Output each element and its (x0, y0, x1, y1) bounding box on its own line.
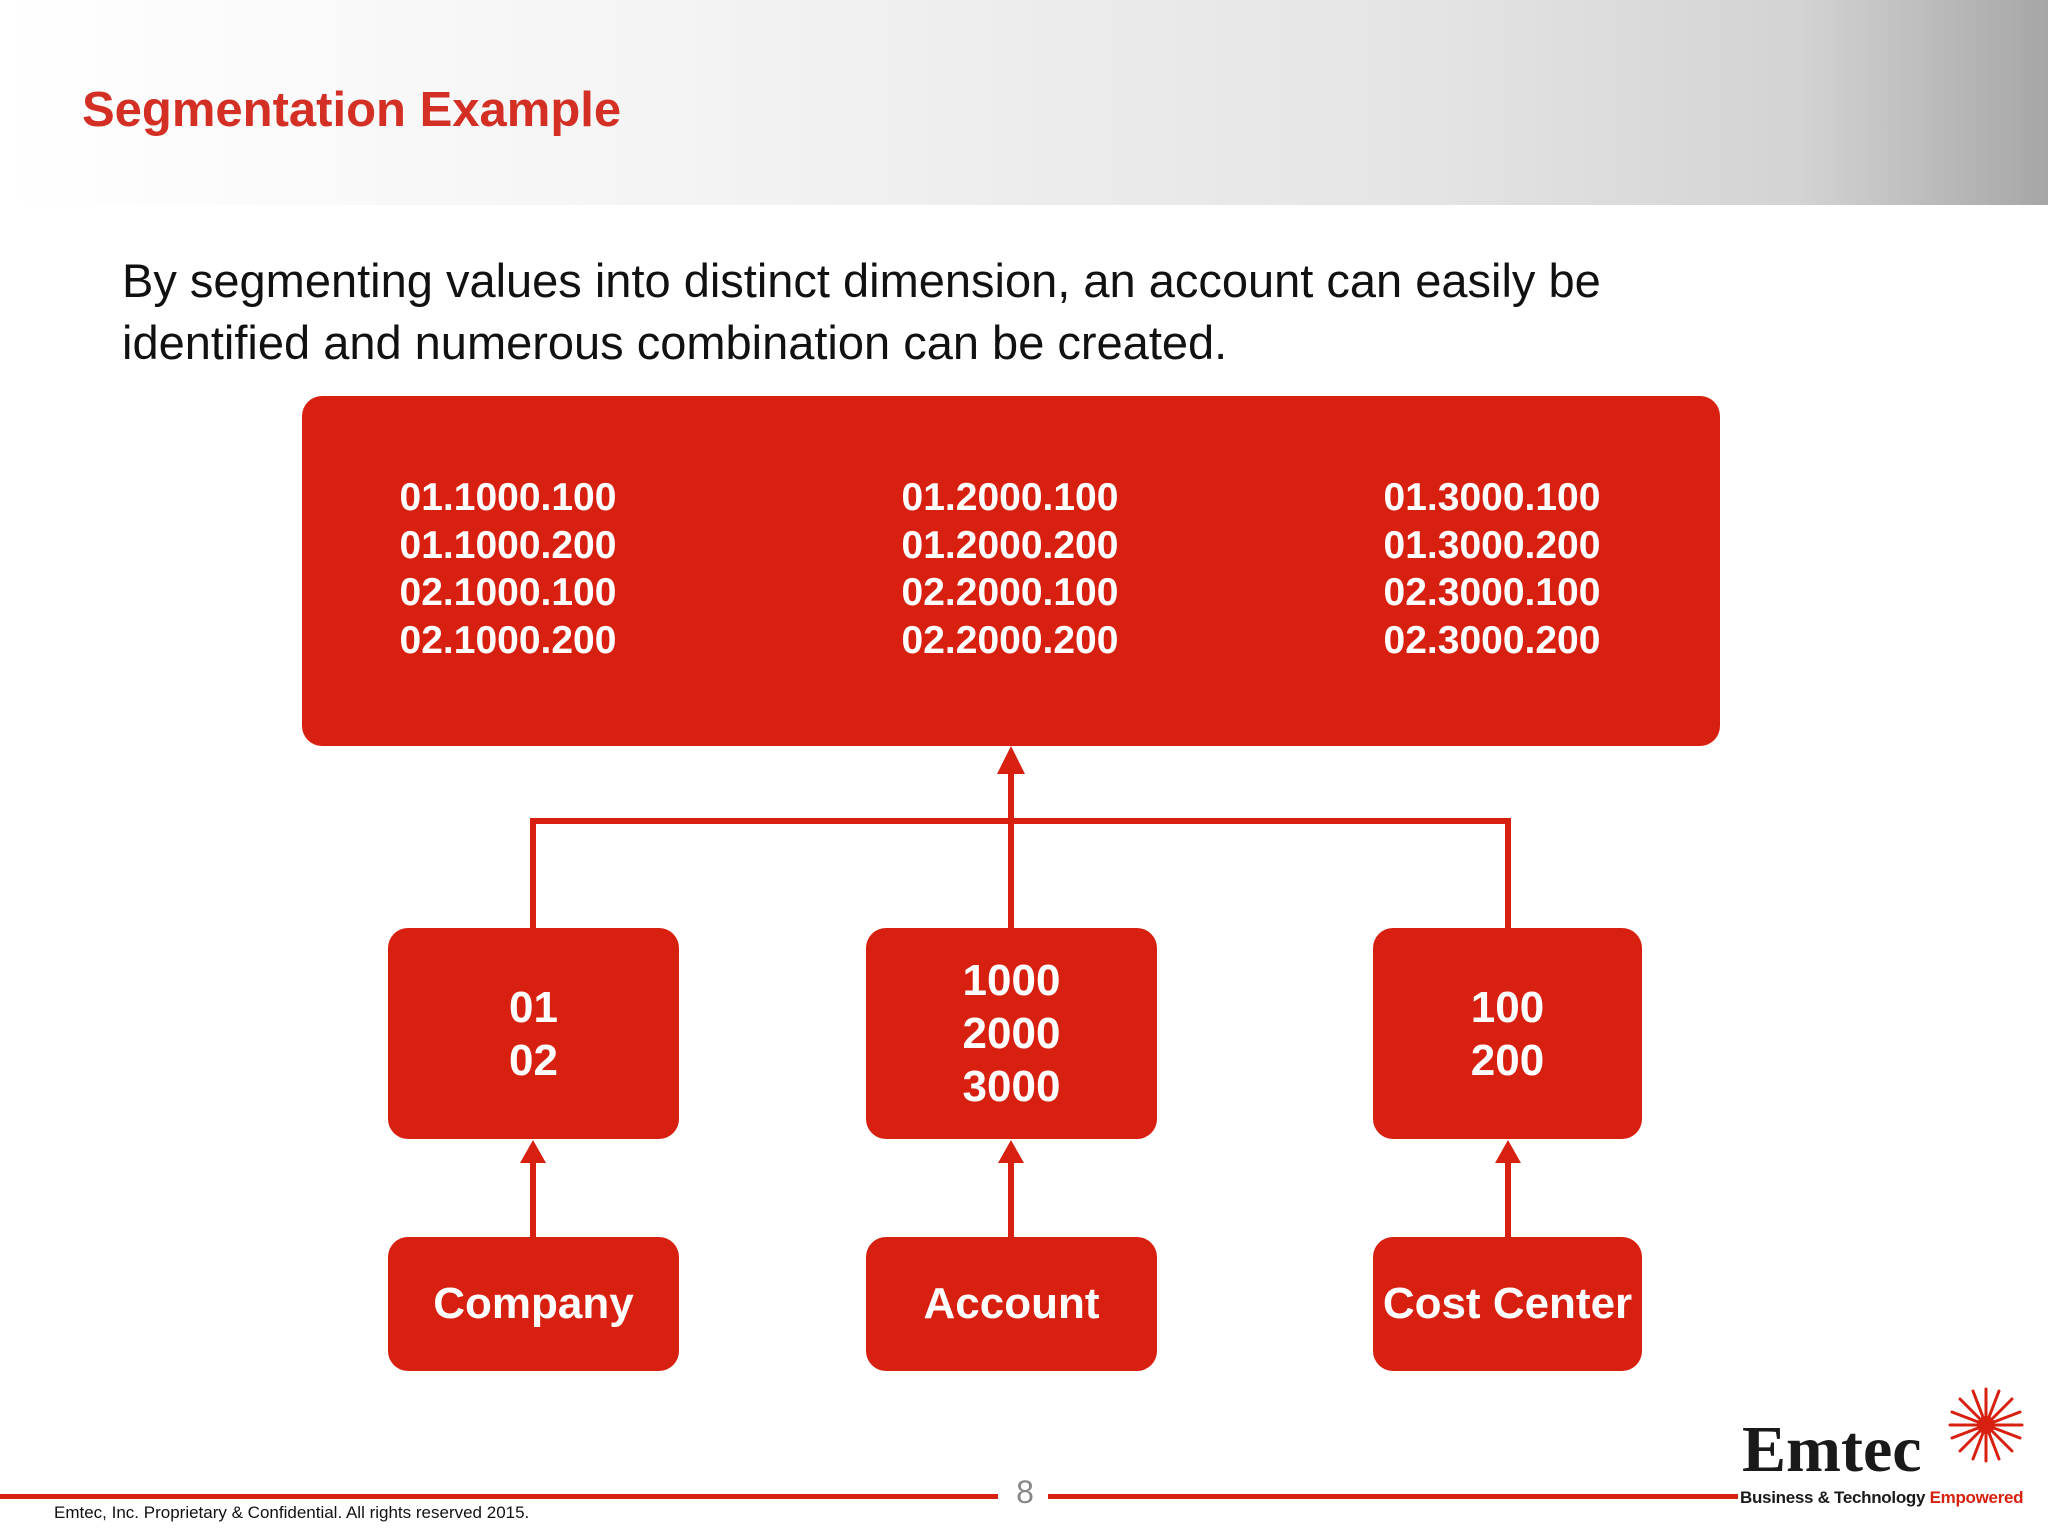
company-dimension-box (388, 1237, 679, 1371)
combination-code: 02.2000.200 (901, 618, 1119, 662)
combination-code: 02.3000.200 (1383, 618, 1601, 662)
page-number: 8 (1016, 1474, 1034, 1510)
account-values-box (866, 928, 1157, 1139)
intro-line-2: identified and numerous combination can be created. (122, 316, 1228, 369)
costcenter-values-box (1373, 928, 1642, 1139)
starburst-icon (1946, 1385, 2026, 1465)
combination-code: 02.1000.100 (399, 571, 617, 614)
segment-value: 02 (509, 1035, 558, 1085)
logo-tagline (1740, 1488, 2023, 1508)
segment-value: 100 (1470, 982, 1545, 1032)
copyright-notice: Emtec, Inc. Proprietary & Confidential. All rights reserved 2015. (54, 1503, 530, 1522)
account-values-arrowhead (998, 1140, 1024, 1163)
combinations-arrowhead (997, 746, 1025, 774)
segment-value: 01 (509, 982, 558, 1032)
dimension-label: Account (923, 1279, 1100, 1328)
company-logo (1738, 1385, 2038, 1515)
costcenter-values-arrowhead (1495, 1140, 1521, 1163)
segment-value: 1000 (962, 956, 1061, 1005)
logo-tagline-red: Empowered (1929, 1488, 2024, 1507)
dimension-label: Cost Center (1382, 1279, 1633, 1328)
footer-rule-right (1048, 1494, 1738, 1499)
account-dimension-box (866, 1237, 1157, 1371)
company-values-arrowhead (520, 1140, 546, 1163)
intro-line-1: By segmenting values into distinct dimension, an account can easily be (122, 254, 1601, 307)
segment-value: 2000 (962, 1009, 1061, 1058)
combination-code: 01.2000.200 (901, 523, 1119, 567)
combination-code: 01.2000.100 (901, 476, 1119, 519)
combination-code: 01.1000.100 (399, 476, 617, 519)
combination-code: 01.3000.100 (1383, 476, 1601, 519)
company-values-box (388, 928, 679, 1139)
combination-code: 02.3000.100 (1383, 571, 1601, 614)
combination-code: 01.1000.200 (399, 523, 617, 567)
footer-rule-left (0, 1494, 998, 1499)
combination-code: 01.3000.200 (1383, 523, 1601, 567)
costcenter-dimension-box (1373, 1237, 1642, 1371)
slide-title: Segmentation Example (82, 83, 622, 137)
logo-tagline-dark: Business & Technology (1740, 1488, 1926, 1507)
combination-code: 02.2000.100 (901, 571, 1119, 614)
segment-value: 3000 (962, 1062, 1061, 1111)
logo-wordmark: Emtec (1742, 1413, 1922, 1486)
combination-code: 02.1000.200 (399, 618, 617, 662)
segment-value: 200 (1470, 1035, 1545, 1085)
dimension-label: Company (433, 1279, 634, 1328)
